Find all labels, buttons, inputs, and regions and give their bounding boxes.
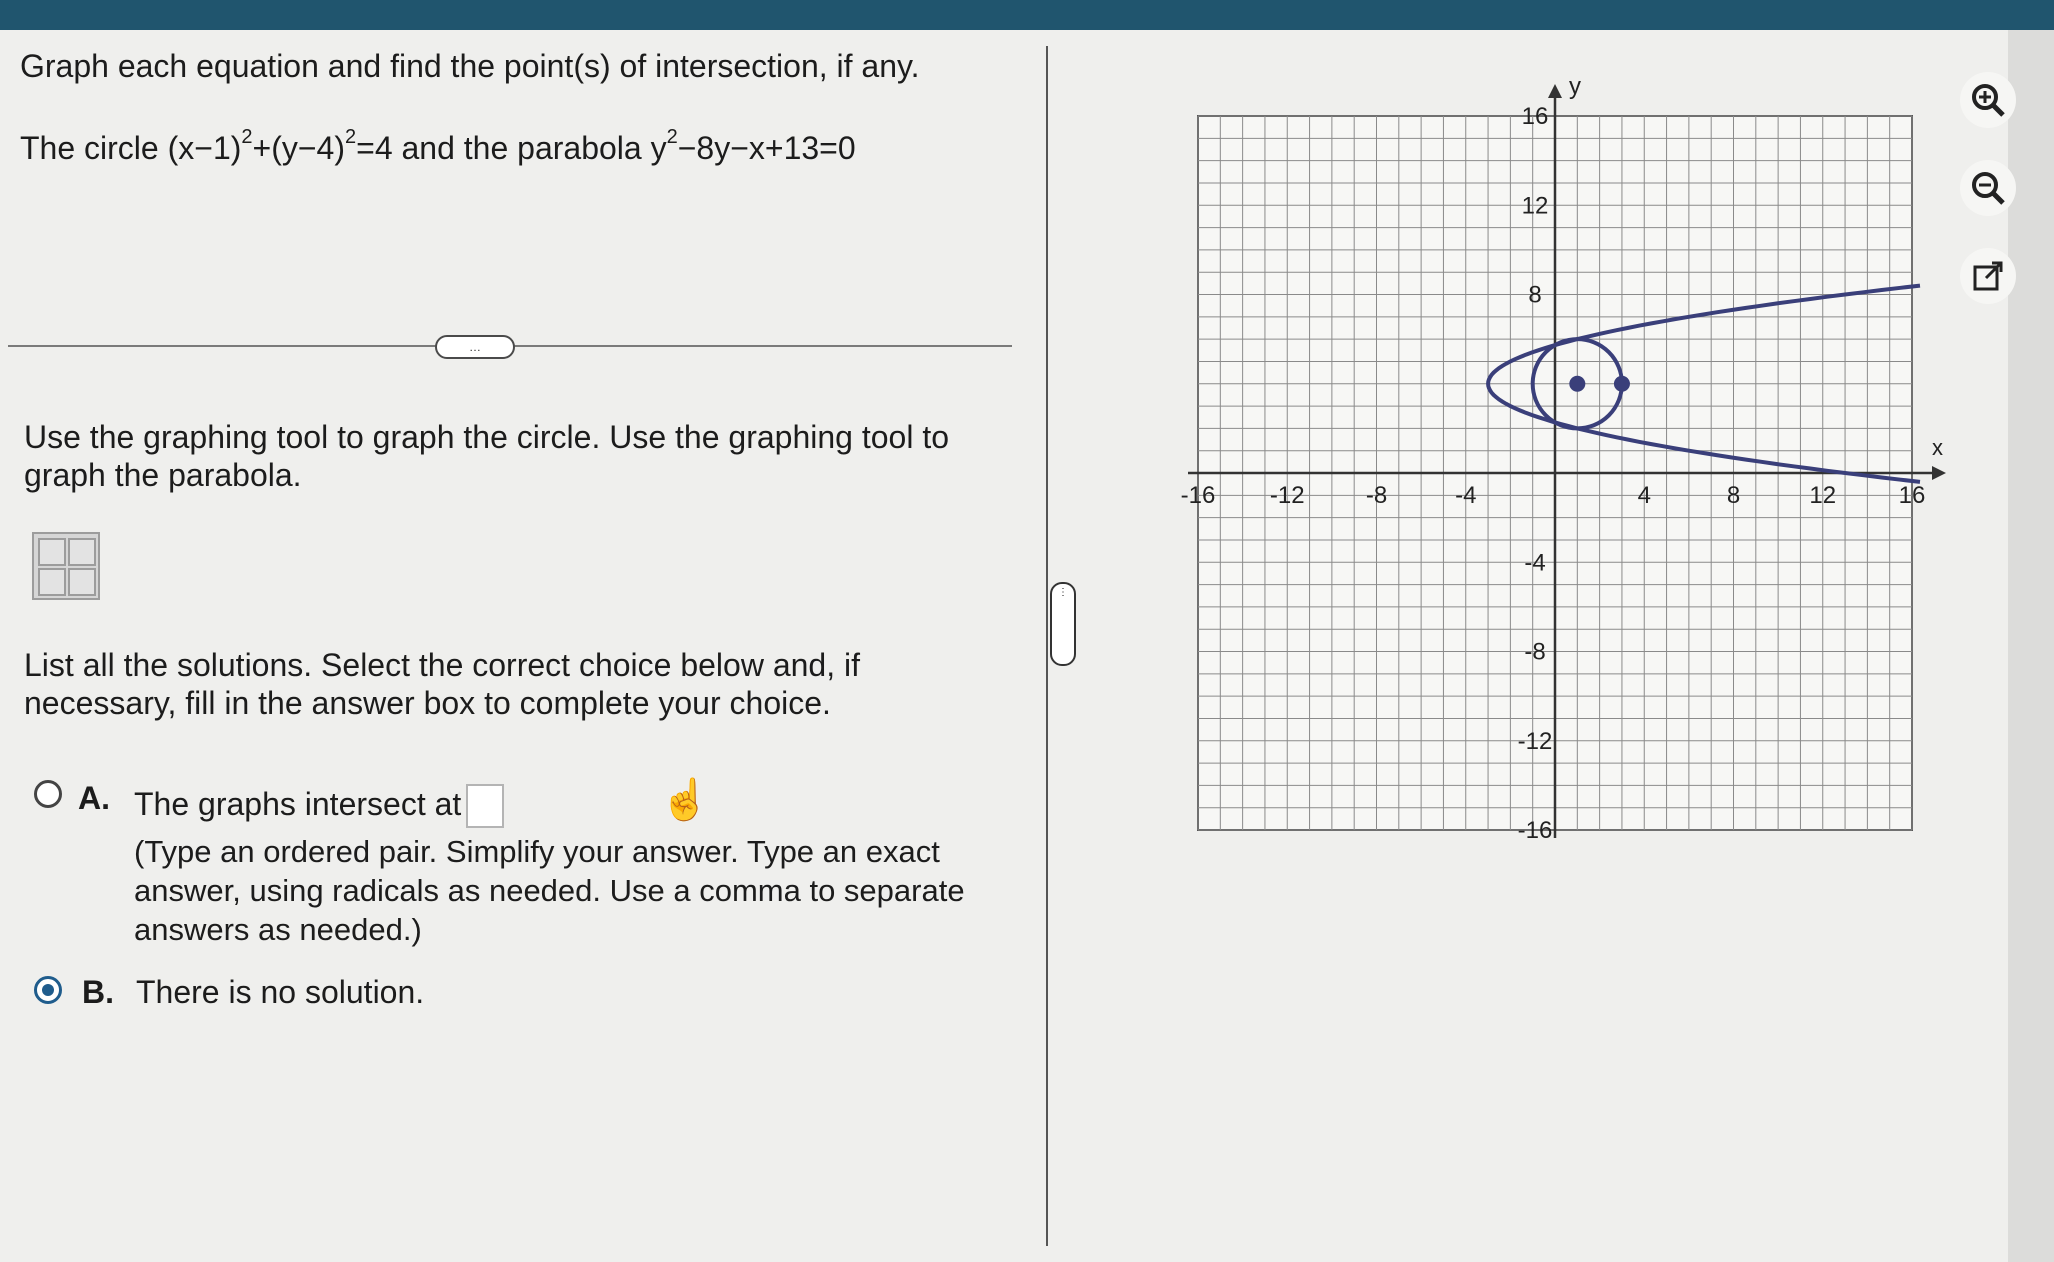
problem-text-4: −8y−x+13=0 xyxy=(677,130,856,166)
problem-statement xyxy=(20,126,856,167)
y-tick-label: -16 xyxy=(1517,817,1553,844)
plotted-point xyxy=(1614,376,1630,392)
exponent-1: 2 xyxy=(241,126,253,149)
x-axis-arrow xyxy=(1932,466,1946,480)
x-axis-label: x xyxy=(1932,435,1943,460)
option-a-hint: (Type an ordered pair. Simplify your answer. Type an exact answer, using radicals as needed. Use a comma to separate answers as needed.) xyxy=(134,834,965,947)
splitter-grip[interactable]: ⋮ xyxy=(1050,582,1076,666)
option-a-letter: A. xyxy=(78,780,110,816)
option-a-text: The graphs intersect at xyxy=(134,786,462,822)
exponent-3: 2 xyxy=(666,126,678,149)
panel-splitter[interactable] xyxy=(1046,46,1048,1246)
x-tick-label: -12 xyxy=(1269,482,1305,509)
problem-text-3: =4 and the parabola y xyxy=(356,130,667,166)
option-b-letter: B. xyxy=(82,974,114,1010)
x-tick-label: 8 xyxy=(1726,482,1741,509)
y-tick-label: 12 xyxy=(1521,192,1549,220)
hand-cursor-icon: ☝ xyxy=(660,778,710,822)
x-tick-label: -4 xyxy=(1455,482,1477,509)
y-axis-label: y xyxy=(1569,73,1581,100)
option-a-radio[interactable] xyxy=(34,780,62,808)
exponent-2: 2 xyxy=(345,126,357,149)
option-b-text: There is no solution. xyxy=(136,974,425,1010)
coordinate-graph[interactable] xyxy=(1150,60,1950,850)
x-tick-label: 12 xyxy=(1809,482,1837,509)
tool-quadrant xyxy=(68,538,96,566)
y-tick-label: -8 xyxy=(1524,638,1546,666)
zoom-out-icon[interactable] xyxy=(1960,160,2016,216)
external-link-icon[interactable] xyxy=(1960,248,2016,304)
zoom-in-icon[interactable] xyxy=(1960,72,2016,128)
option-b-radio[interactable] xyxy=(34,976,62,1004)
plotted-point xyxy=(1569,376,1585,392)
x-tick-label: 4 xyxy=(1637,482,1651,509)
answer-input[interactable] xyxy=(466,784,504,828)
y-tick-label: -12 xyxy=(1517,727,1553,755)
x-tick-label: -8 xyxy=(1365,482,1388,509)
solutions-instruction: List all the solutions. Select the correct choice below and, if necessary, fill in the answer box to complete your choice. xyxy=(24,647,860,721)
expand-button[interactable]: … xyxy=(435,335,515,359)
problem-text-2: +(y−4) xyxy=(252,130,345,166)
tool-quadrant xyxy=(38,538,66,566)
y-axis-arrow xyxy=(1548,84,1562,98)
x-tick-label: 16 xyxy=(1898,482,1926,509)
y-tick-label: -4 xyxy=(1524,549,1546,577)
graph-instruction: Use the graphing tool to graph the circle. Use the graphing tool to graph the parabola. xyxy=(24,419,950,493)
window-edge xyxy=(2008,30,2054,1262)
y-tick-label: 8 xyxy=(1528,281,1542,309)
tool-quadrant xyxy=(68,568,96,596)
x-tick-label: -16 xyxy=(1180,482,1216,509)
problem-text-1: The circle (x−1) xyxy=(20,130,242,166)
tool-quadrant xyxy=(38,568,66,596)
top-bar xyxy=(0,0,2054,30)
question-instruction: Graph each equation and find the point(s) of intersection, if any. xyxy=(20,48,920,84)
y-tick-label: 16 xyxy=(1521,103,1549,130)
graphing-tool-icon[interactable] xyxy=(32,532,100,600)
